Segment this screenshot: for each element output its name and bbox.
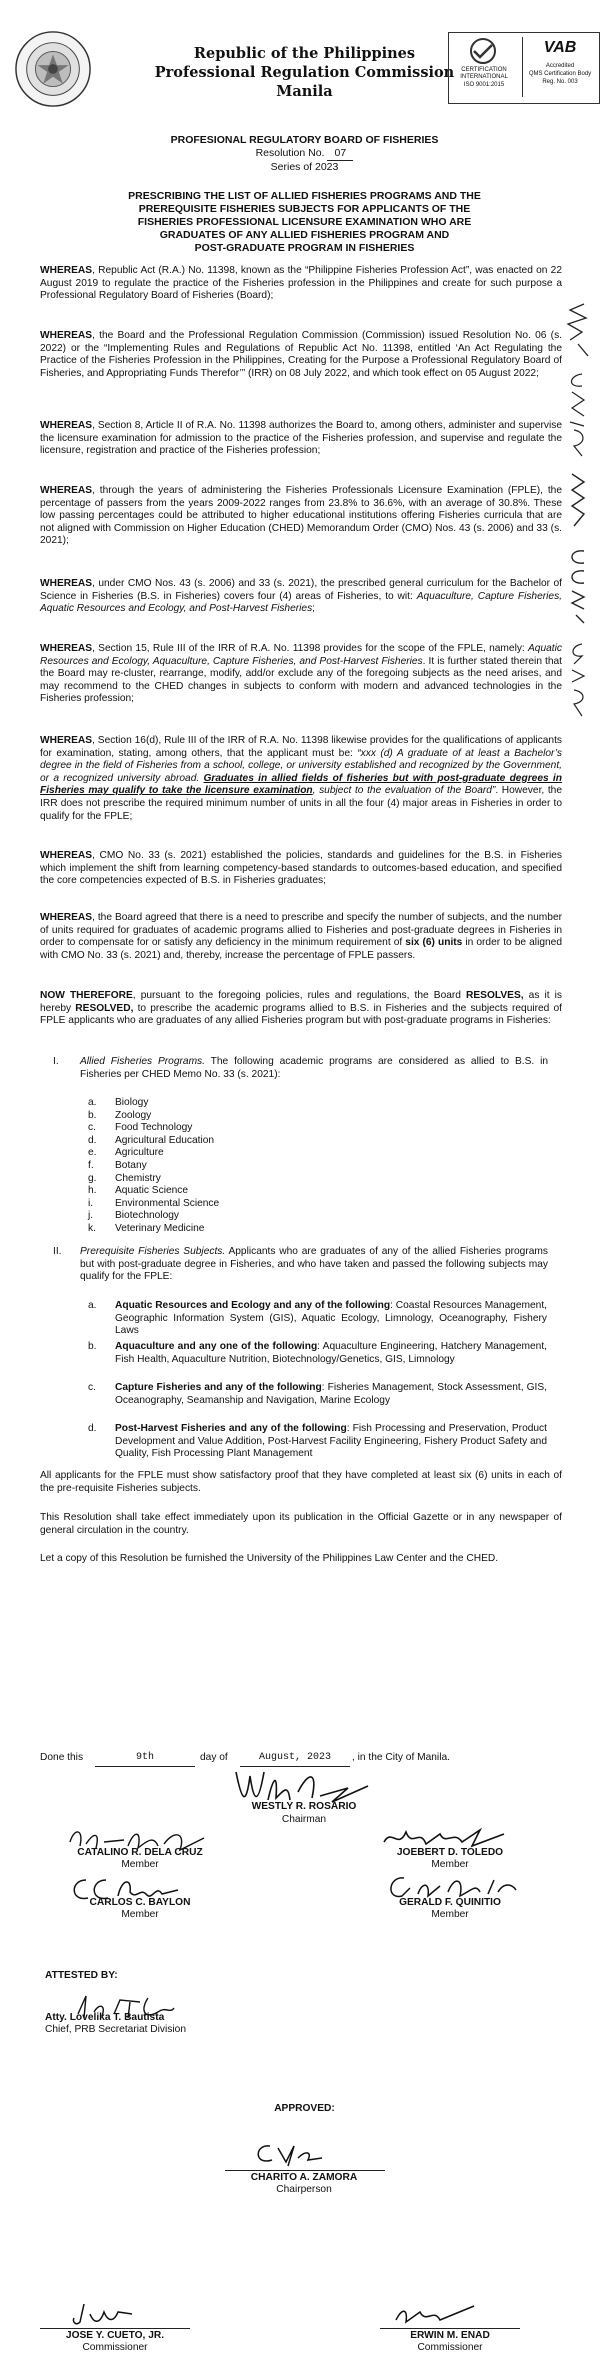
commissioner-1-signature xyxy=(70,2300,140,2328)
allied-program-item xyxy=(88,1173,388,1186)
whereas-keyword: WHEREAS xyxy=(40,485,93,496)
margin-initial-5 xyxy=(564,640,590,720)
whereas-text-end: ; xyxy=(312,603,316,615)
item-heading: Capture Fisheries and any of the following xyxy=(115,1382,322,1393)
commissioner-2-signature xyxy=(390,2300,480,2328)
allied-program-marker: a. xyxy=(88,1097,97,1108)
series-line: Series of 2023 xyxy=(270,161,339,173)
allied-program-item xyxy=(88,1185,388,1198)
now-therefore-keyword: NOW THEREFORE xyxy=(40,990,133,1001)
section-1-text: The following academic programs are considered as allied to B.S. in Fisheries per CHED Memo No. 33 (s. 2021): xyxy=(80,1056,548,1080)
whereas-text: , CMO No. 33 (s. 2021) established the policies, standards and guidelines for the B.S. in Fisheries which implement the shift from learning competency-based standards to outcomes-based education, and specified the core competencies expected of B.S. in Fisheries graduates; xyxy=(40,850,562,887)
cert-body: QMS Certification Body xyxy=(528,71,592,77)
allied-program-name: Zoology xyxy=(115,1109,152,1121)
margin-initial-1 xyxy=(560,300,594,360)
certification-logo-icon xyxy=(463,37,503,65)
allied-programs-list xyxy=(88,1097,388,1236)
subject-line-5: POST-GRADUATE PROGRAM IN FISHERIES xyxy=(194,242,415,254)
attesting-officer-role: Chief, PRB Secretariat Division xyxy=(45,2024,186,2035)
prc-chair-role: Chairperson xyxy=(276,2184,332,2195)
whereas-keyword: WHEREAS xyxy=(40,912,93,923)
allied-program-item xyxy=(88,1198,388,1211)
subject-line-4: GRADUATES OF ANY ALLIED FISHERIES PROGRAM AND xyxy=(159,229,450,241)
item-heading: Aquatic Resources and Ecology and any of the following xyxy=(115,1300,391,1311)
whereas-clause-6 xyxy=(40,643,562,706)
margin-initial-4 xyxy=(562,545,592,625)
resolved-text-1: , pursuant to the foregoing policies, rules and regulations, the Board xyxy=(132,990,467,1001)
commission-line: Professional Regulation Commission xyxy=(154,64,455,81)
section-2-title: Prerequisite Fisheries Subjects. xyxy=(80,1246,226,1257)
subject-line-3: FISHERIES PROFESSIONAL LICENSURE EXAMINATION WHO ARE xyxy=(137,216,472,228)
whereas-clause-4 xyxy=(40,485,562,548)
iso-certification-badge xyxy=(448,32,600,104)
republic-line: Republic of the Philippines xyxy=(193,45,416,62)
item-text: : Fish Processing and Preservation, Product Development and Value Addition, Post-Harvest Facility Engineering, Fishery Product Safety and Quality, Fish Processing Plant Management xyxy=(115,1423,547,1460)
whereas-text-end: . However, the IRR does not prescribe the required minimum number of units in all the four (4) major areas in Fisheries in order to qualify for the FPLE; xyxy=(40,785,563,822)
allied-program-marker: d. xyxy=(88,1134,97,1146)
allied-program-name: Agricultural Education xyxy=(115,1134,215,1146)
member-3-name: CARLOS C. BAYLON xyxy=(89,1897,191,1908)
item-heading: Post-Harvest Fisheries and any of the following xyxy=(115,1423,347,1434)
allied-program-name: Chemistry xyxy=(115,1172,161,1184)
allied-program-name: Veterinary Medicine xyxy=(115,1222,205,1234)
member-1-role: Member xyxy=(121,1859,159,1870)
resolves-keyword: RESOLVES, xyxy=(466,990,524,1001)
section-allied-programs xyxy=(53,1056,548,1081)
month-value: August, 2023 xyxy=(240,1752,350,1767)
allied-program-marker: f. xyxy=(88,1159,94,1171)
whereas-text: , Section 8, Article II of R.A. No. 11398 authorizes the Board to, among others, administer and supervise the licensure examination for admission to the practice of the Fisheries profession, and supervise and regulate the licensure, registration and practice of the Fisheries profession; xyxy=(40,420,562,457)
margin-initial-3 xyxy=(564,470,590,530)
whereas-keyword: WHEREAS xyxy=(40,735,93,746)
member-2-name: JOEBERT D. TOLEDO xyxy=(396,1847,504,1858)
chairman-name: WESTLY R. ROSARIO xyxy=(251,1801,357,1812)
allied-program-item xyxy=(88,1122,388,1135)
allied-program-marker: g. xyxy=(88,1172,97,1184)
allied-program-marker: b. xyxy=(88,1109,97,1121)
whereas-text: , Republic Act (R.A.) No. 11398, known as the “Philippine Fisheries Profession Act”, was enacted on 22 August 2019 to regulate the practice of the Fisheries profession in the Philippines and create for such purpose a Professional Regulatory Board of Fisheries (Board); xyxy=(40,265,562,302)
section-2-text: Applicants who are graduates of any of the allied Fisheries programs but with post-graduate degree in Fisheries, and who have taken and passed the following subjects may qualify for the FPLE: xyxy=(80,1246,548,1283)
resolution-number-label: Resolution No. xyxy=(255,147,325,159)
item-marker: b. xyxy=(88,1341,97,1352)
item-marker: d. xyxy=(88,1423,97,1434)
whereas-text: , under CMO Nos. 43 (s. 2006) and 33 (s. 2021), the prescribed general curriculum for the Bachelor of Science in Fisheries (B.S. in Fisheries) covers four (4) areas of Fisheries, to wit: xyxy=(40,578,562,602)
allied-program-item xyxy=(88,1160,388,1173)
prerequisite-item-b xyxy=(88,1341,547,1366)
resolution-number-line xyxy=(0,147,609,161)
commissioner-1-name: JOSE Y. CUETO, JR. xyxy=(65,2330,165,2341)
commissioner-2-role: Commissioner xyxy=(417,2342,483,2353)
item-text: : Fisheries Management, Stock Assessment, GIS, Oceanography, Seamanship and Navigation, Marine Ecology xyxy=(115,1382,547,1406)
allied-program-item xyxy=(88,1110,388,1123)
resolution-number: 07 xyxy=(327,147,353,161)
whereas-keyword: WHEREAS xyxy=(40,265,93,276)
whereas-bold: six (6) units xyxy=(405,937,463,949)
member-1-name: CATALINO R. DELA CRUZ xyxy=(77,1847,203,1858)
resolved-text-3: to prescribe the academic programs allied to B.S. in Fisheries and the subjects required of FPLE applicants who are graduates of any allied Fisheries program but with post-graduate programs in Fisheries: xyxy=(40,1002,562,1027)
allied-program-item xyxy=(88,1147,388,1160)
whereas-clause-3 xyxy=(40,420,562,458)
item-text: : Coastal Resources Management, Geographic Information System (GIS), Aquatic Ecology, Limnology, Oceanography, Fishery Laws xyxy=(115,1300,547,1337)
subject-line-2: PREREQUISITE FISHERIES SUBJECTS FOR APPLICANTS OF THE xyxy=(138,203,471,215)
prerequisite-item-c xyxy=(88,1382,547,1407)
whereas-text: , Section 15, Rule III of the IRR of R.A. No. 11398 provides for the scope of the FPLE, namely: xyxy=(92,643,529,654)
subject-line-1: PRESCRIBING THE LIST OF ALLIED FISHERIES PROGRAMS AND THE xyxy=(128,190,481,202)
city-label: , in the City of Manila. xyxy=(352,1752,450,1763)
cert-label-2: INTERNATIONAL xyxy=(460,74,508,80)
closing-copy-paragraph: Let a copy of this Resolution be furnished the University of the Philippines Law Center and the CHED. xyxy=(40,1553,499,1564)
section-1-marker: I. xyxy=(53,1056,59,1067)
prerequisite-item-a xyxy=(88,1300,547,1338)
whereas-text-end: in order to be aligned with CMO No. 33 (s. 2021) and, thereby, increase the percentage of FPLE passers. xyxy=(40,937,563,961)
whereas-italic: “xxx (d) A graduate of at least a Bachelor’s degree in the field of Fisheries from a school, college, or university established and recognized by the Government, or a recognized university abroad. xyxy=(40,747,562,784)
whereas-clause-9 xyxy=(40,912,562,962)
cert-brand: VAB xyxy=(543,39,577,56)
attesting-officer-name: Atty. Lovelika T. Bautista xyxy=(45,2012,165,2023)
done-label: Done this xyxy=(40,1752,84,1763)
letterhead xyxy=(0,0,609,130)
whereas-keyword: WHEREAS xyxy=(40,420,93,431)
resolved-clause xyxy=(40,990,562,1028)
allied-program-name: Environmental Science xyxy=(115,1197,220,1209)
allied-program-marker: i. xyxy=(88,1197,94,1209)
member-3-role: Member xyxy=(121,1909,159,1920)
day-value: 9th xyxy=(95,1752,195,1767)
allied-program-item xyxy=(88,1135,388,1148)
whereas-italic: Aquaculture, Capture Fisheries, Aquatic Resources and Ecology, and Post-Harvest Fisheries xyxy=(40,590,562,615)
whereas-clause-5 xyxy=(40,578,562,616)
section-2-marker: II. xyxy=(53,1246,62,1257)
whereas-clause-8 xyxy=(40,850,562,888)
member-2-role: Member xyxy=(431,1859,469,1870)
whereas-keyword: WHEREAS xyxy=(40,643,93,654)
whereas-clause-7 xyxy=(40,735,562,823)
section-prerequisite-subjects xyxy=(53,1246,548,1284)
allied-program-name: Biology xyxy=(115,1097,149,1108)
city-line: Manila xyxy=(276,83,333,100)
whereas-text-end: . It is further stated therein that the Board may re-cluster, rearrange, modify, add/or exclude any of the foregoing subjects as the need arises, and may recommend to the CHED changes in subjects to conform with modern and advanced technologies in the Fisheries profession; xyxy=(40,655,563,705)
whereas-clause-1 xyxy=(40,265,562,303)
whereas-bold-underline: Graduates in allied fields of fisheries but with post-graduate degrees in Fisheries may qualify to take the licensure examination xyxy=(40,772,562,797)
commissioner-1-role: Commissioner xyxy=(82,2342,148,2353)
whereas-italic: Aquatic Resources and Ecology, Aquaculture, Capture Fisheries, and Post-Harvest Fisheries xyxy=(40,643,562,667)
chairman-role: Chairman xyxy=(281,1814,327,1825)
allied-program-marker: e. xyxy=(88,1147,97,1159)
prc-chair-signature xyxy=(248,2136,328,2170)
allied-program-marker: h. xyxy=(88,1185,97,1197)
whereas-text: , Section 16(d), Rule III of the IRR of R.A. No. 11398 likewise provides for the qualifications of applicants for examination, stating, among others, that the applicant must be: xyxy=(40,735,562,759)
item-text: : Aquaculture Engineering, Hatchery Management, Fish Health, Aquaculture Nutrition, Biotechnology/Genetics, GIS, Limnology xyxy=(115,1341,547,1365)
allied-program-marker: c. xyxy=(88,1122,96,1134)
closing-effectivity-paragraph: This Resolution shall take effect immediately upon its publication in the Official Gazette or in any newspaper of general circulation in the country. xyxy=(40,1512,562,1536)
closing-proof-paragraph: All applicants for the FPLE must show satisfactory proof that they have completed at least six (6) units in each of the pre-requisite Fisheries subjects. xyxy=(40,1470,562,1494)
whereas-text: , the Board and the Professional Regulation Commission (Commission) issued Resolution No. 06 (s. 2022) or the “Implementing Rules and Regulations of Republic Act No. 11398, entitled ‘An Act Regulating the Practice of the Fisheries Profession in the Philippines, Creating for the Purpose a Professional Regulatory Board of Fisheries, and Appropriating Funds Therefor’” (IRR) on 08 July 2022, and which took effect on 05 August 2022; xyxy=(40,330,562,379)
allied-program-item xyxy=(88,1210,388,1223)
cert-label-1: CERTIFICATION xyxy=(461,67,507,73)
resolution-subject xyxy=(50,190,559,255)
whereas-italic-2: , subject to the evaluation of the Board” xyxy=(312,785,496,797)
allied-program-name: Botany xyxy=(115,1159,147,1171)
allied-program-marker: j. xyxy=(88,1210,94,1222)
board-name: PROFESIONAL REGULATORY BOARD OF FISHERIES xyxy=(170,134,439,146)
whereas-keyword: WHEREAS xyxy=(40,578,93,589)
allied-program-item xyxy=(88,1223,388,1236)
prc-chair-name: CHARITO A. ZAMORA xyxy=(250,2172,358,2183)
resolved-text-2: as it is hereby xyxy=(40,990,562,1014)
member-4-name: GERALD F. QUINITIO xyxy=(399,1897,501,1908)
section-1-title: Allied Fisheries Programs. xyxy=(80,1056,205,1067)
item-marker: c. xyxy=(88,1382,96,1393)
whereas-text: , through the years of administering the Fisheries Professionals Licensure Examination (FPLE), the percentage of passers from the years 2009-2022 ranges from 23.8% to 36.6%, with an average of 30.8%. These low passing percentages could be attributed to higher educational institutions offering Fisheries curricula that are not aligned with Commission on Higher Education (CHED) Memorandum Order (CMO) Nos. 43 (s. 2006) and 33 (s. 2021); xyxy=(40,485,562,547)
whereas-clause-2 xyxy=(40,330,562,380)
day-of-label: day of xyxy=(200,1752,228,1763)
commissioner-2-name: ERWIN M. ENAD xyxy=(410,2330,490,2341)
resolved-keyword: RESOLVED, xyxy=(75,1002,134,1014)
item-heading: Aquaculture and any one of the following xyxy=(115,1341,318,1352)
cert-accredited: Accredited xyxy=(545,63,575,69)
whereas-keyword: WHEREAS xyxy=(40,330,93,341)
resolution-title-block xyxy=(0,134,609,174)
approved-label: APPROVED: xyxy=(274,2103,335,2114)
allied-program-marker: k. xyxy=(88,1222,96,1234)
cert-reg-no: Reg. No. 003 xyxy=(542,79,578,85)
allied-program-name: Agriculture xyxy=(115,1147,164,1159)
allied-program-name: Aquatic Science xyxy=(115,1185,189,1197)
allied-program-item xyxy=(88,1097,388,1110)
allied-program-name: Food Technology xyxy=(115,1122,193,1134)
item-marker: a. xyxy=(88,1300,97,1311)
prerequisite-item-d xyxy=(88,1423,547,1461)
whereas-text: , the Board agreed that there is a need to prescribe and specify the number of subjects, and the number of units required for graduates of academic programs allied to Fisheries and post-graduate degrees in Fisheries in order to compensate for or satisfy any deficiency in the minimum requirement of xyxy=(40,912,562,949)
attested-by-label: ATTESTED BY: xyxy=(45,1970,118,1981)
member-4-role: Member xyxy=(431,1909,469,1920)
margin-initial-2 xyxy=(562,370,592,460)
allied-program-name: Biotechnology xyxy=(115,1210,180,1222)
cert-code: ISO 9001:2015 xyxy=(463,82,505,88)
whereas-keyword: WHEREAS xyxy=(40,850,93,861)
